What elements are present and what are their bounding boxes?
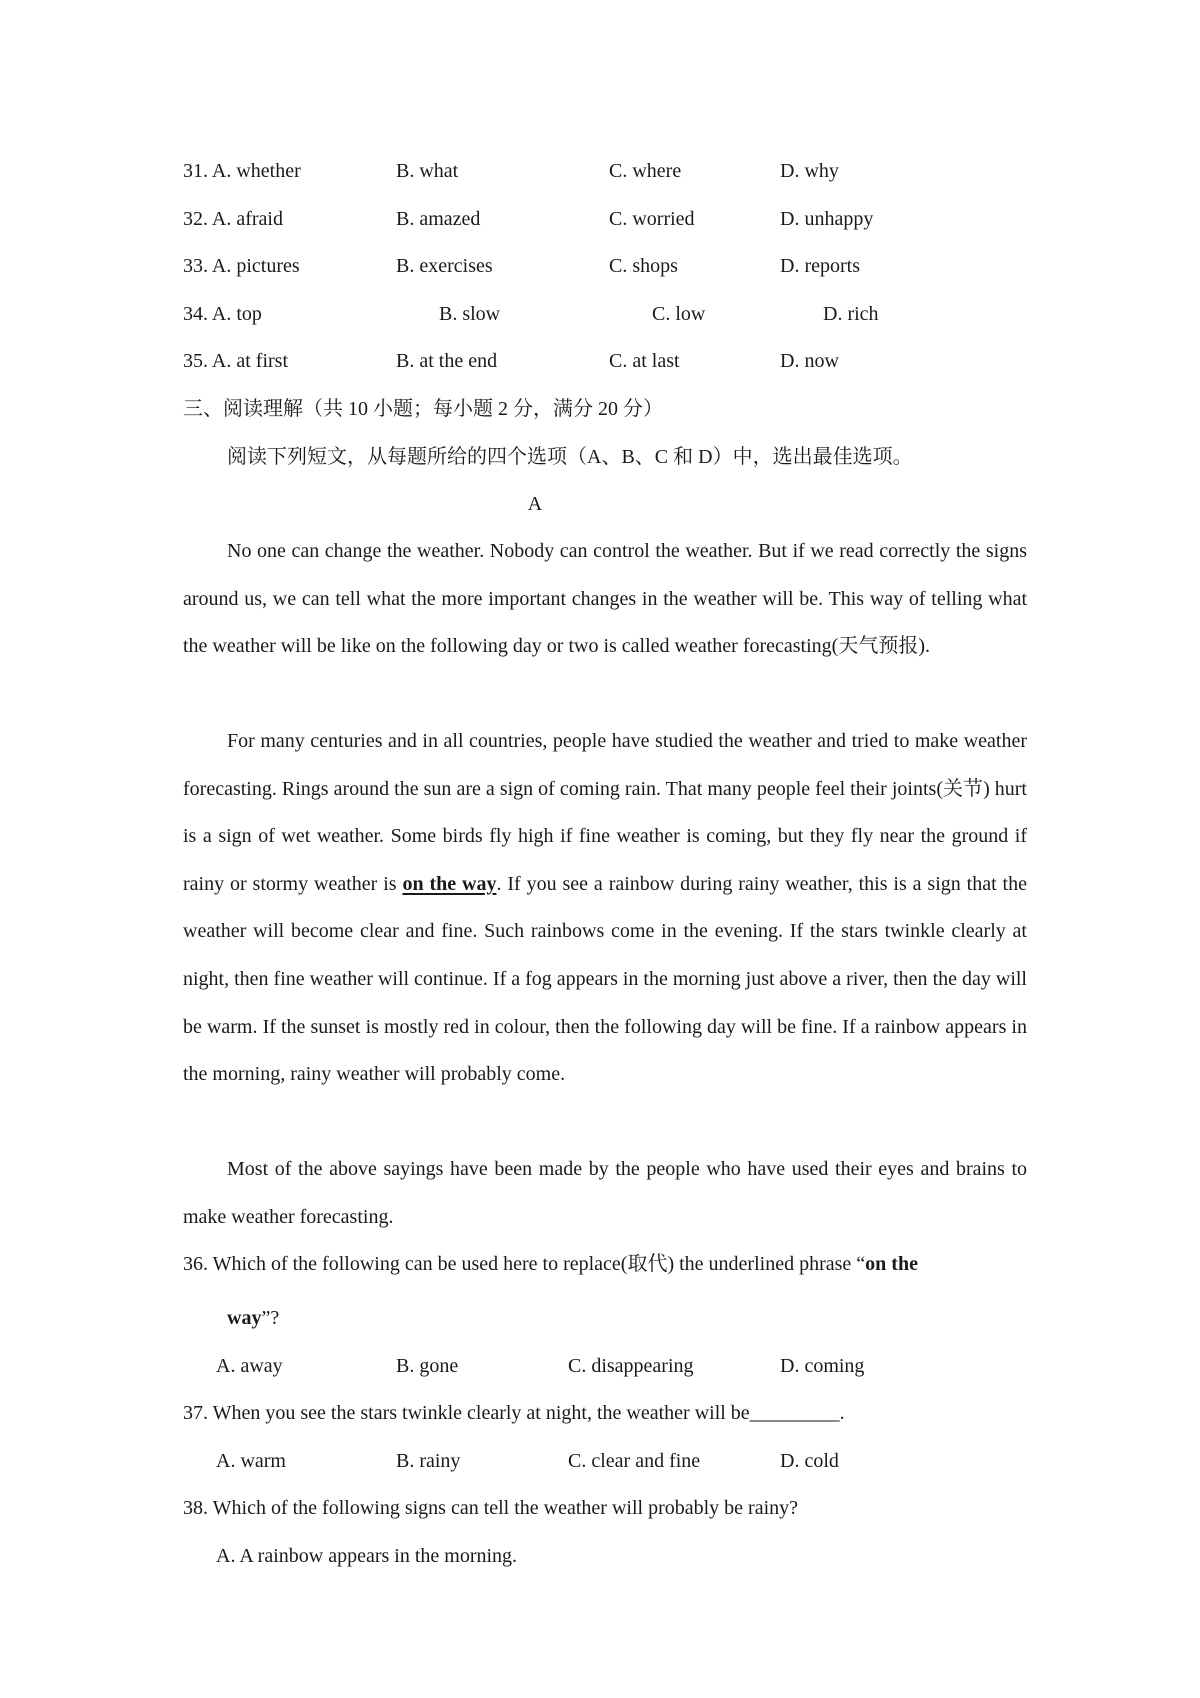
options-row-37 (216, 1446, 1076, 1476)
option-d: D. why (780, 160, 839, 182)
option-c: C. clear and fine (568, 1450, 701, 1472)
question-36 (183, 1241, 1027, 1289)
underlined-phrase: on the way (402, 872, 497, 895)
options-row-36 (216, 1351, 1076, 1381)
option-b: B. exercises (396, 255, 493, 277)
option-a-text: A. pictures (211, 255, 300, 277)
option-d: D. coming (780, 1355, 865, 1377)
option-c: C. low (652, 303, 706, 325)
option-d: D. reports (780, 255, 860, 277)
option-c: C. at last (609, 350, 680, 372)
question-number: 31. (183, 160, 208, 182)
option-d: D. rich (823, 303, 879, 325)
passage-label: A (527, 493, 543, 515)
paragraph-2-text-after: . If you see a rainbow during rainy weather, this is a sign that the weather will become clear and fine. Such rainbows come in the evening. If the stars twinkle clearly at night, then fine weather will continue. If a fog appears in the morning just above a river, then the day will be warm. If the sunset is mostly red in colour, then the following day will be fine. If a rainbow appears in the morning, rainy weather will probably come. (183, 872, 1027, 1086)
paragraph-2-text-before: For many centuries and in all countries, people have studied the weather and tried to make weather forecasting. Rings around the sun are a sign of coming rain. That many people feel their joints(关节) hurt is a sign of wet weather. Some birds fly high if fine weather is coming, but they fly near the ground if rainy or stormy weather is (183, 730, 1027, 895)
option-d: D. cold (780, 1450, 839, 1472)
option-b: B. amazed (396, 208, 481, 230)
question-number: 35. (183, 350, 208, 372)
option-a-text: A. whether (211, 160, 301, 182)
option-a (183, 346, 288, 376)
options-row-31 (183, 156, 1043, 186)
option-b: B. gone (396, 1355, 459, 1377)
option-c: C. where (609, 160, 682, 182)
option-a (183, 299, 262, 329)
option-a: A. warm (216, 1450, 286, 1472)
question-number: 33. (183, 255, 208, 277)
option-c: C. shops (609, 255, 678, 277)
options-row-34 (183, 299, 1043, 329)
question-36-bold-way: way (227, 1307, 262, 1329)
question-36-text-after: ”? (261, 1307, 280, 1329)
passage-paragraph-3: Most of the above sayings have been made by the people who have used their eyes and brains to make weather forecasting. (183, 1158, 1027, 1228)
option-c: C. disappearing (568, 1355, 694, 1377)
option-a-text: A. top (211, 303, 262, 325)
option-a (183, 156, 301, 186)
options-row-33 (183, 251, 1043, 281)
question-38-option-a: A. A rainbow appears in the morning. (216, 1545, 518, 1567)
options-row-32 (183, 204, 1043, 234)
question-number: 34. (183, 303, 208, 325)
option-a: A. away (216, 1355, 283, 1377)
passage-paragraph-1: No one can change the weather. Nobody can control the weather. But if we read correctly the signs around us, we can tell what the more important changes in the weather will be. This way of telling what the weather will be like on the following day or two is called weather forecasting(天气预报). (183, 540, 1027, 658)
option-a (183, 251, 300, 281)
question-38: 38. Which of the following signs can tell the weather will probably be rainy? (183, 1497, 799, 1519)
options-row-35 (183, 346, 1043, 376)
option-d: D. now (780, 350, 839, 372)
option-d: D. unhappy (780, 208, 874, 230)
question-36-text-before: 36. Which of the following can be used here to replace(取代) the underlined phrase “ (183, 1253, 866, 1275)
option-a (183, 204, 283, 234)
option-a-text: A. at first (211, 350, 288, 372)
option-b: B. slow (439, 303, 501, 325)
option-b: B. rainy (396, 1450, 461, 1472)
option-b: B. at the end (396, 350, 498, 372)
section-instruction: 阅读下列短文，从每题所给的四个选项（A、B、C 和 D）中，选出最佳选项。 (227, 446, 913, 468)
question-37: 37. When you see the stars twinkle clearly at night, the weather will be_________. (183, 1402, 845, 1424)
question-36-continuation (227, 1303, 279, 1333)
passage-paragraph-2 (183, 718, 1027, 1099)
question-36-bold-phrase: on the (865, 1253, 918, 1275)
option-a-text: A. afraid (211, 208, 283, 230)
option-c: C. worried (609, 208, 695, 230)
section-heading: 三、阅读理解（共 10 小题；每小题 2 分，满分 20 分） (183, 398, 663, 420)
option-b: B. what (396, 160, 459, 182)
question-number: 32. (183, 208, 208, 230)
